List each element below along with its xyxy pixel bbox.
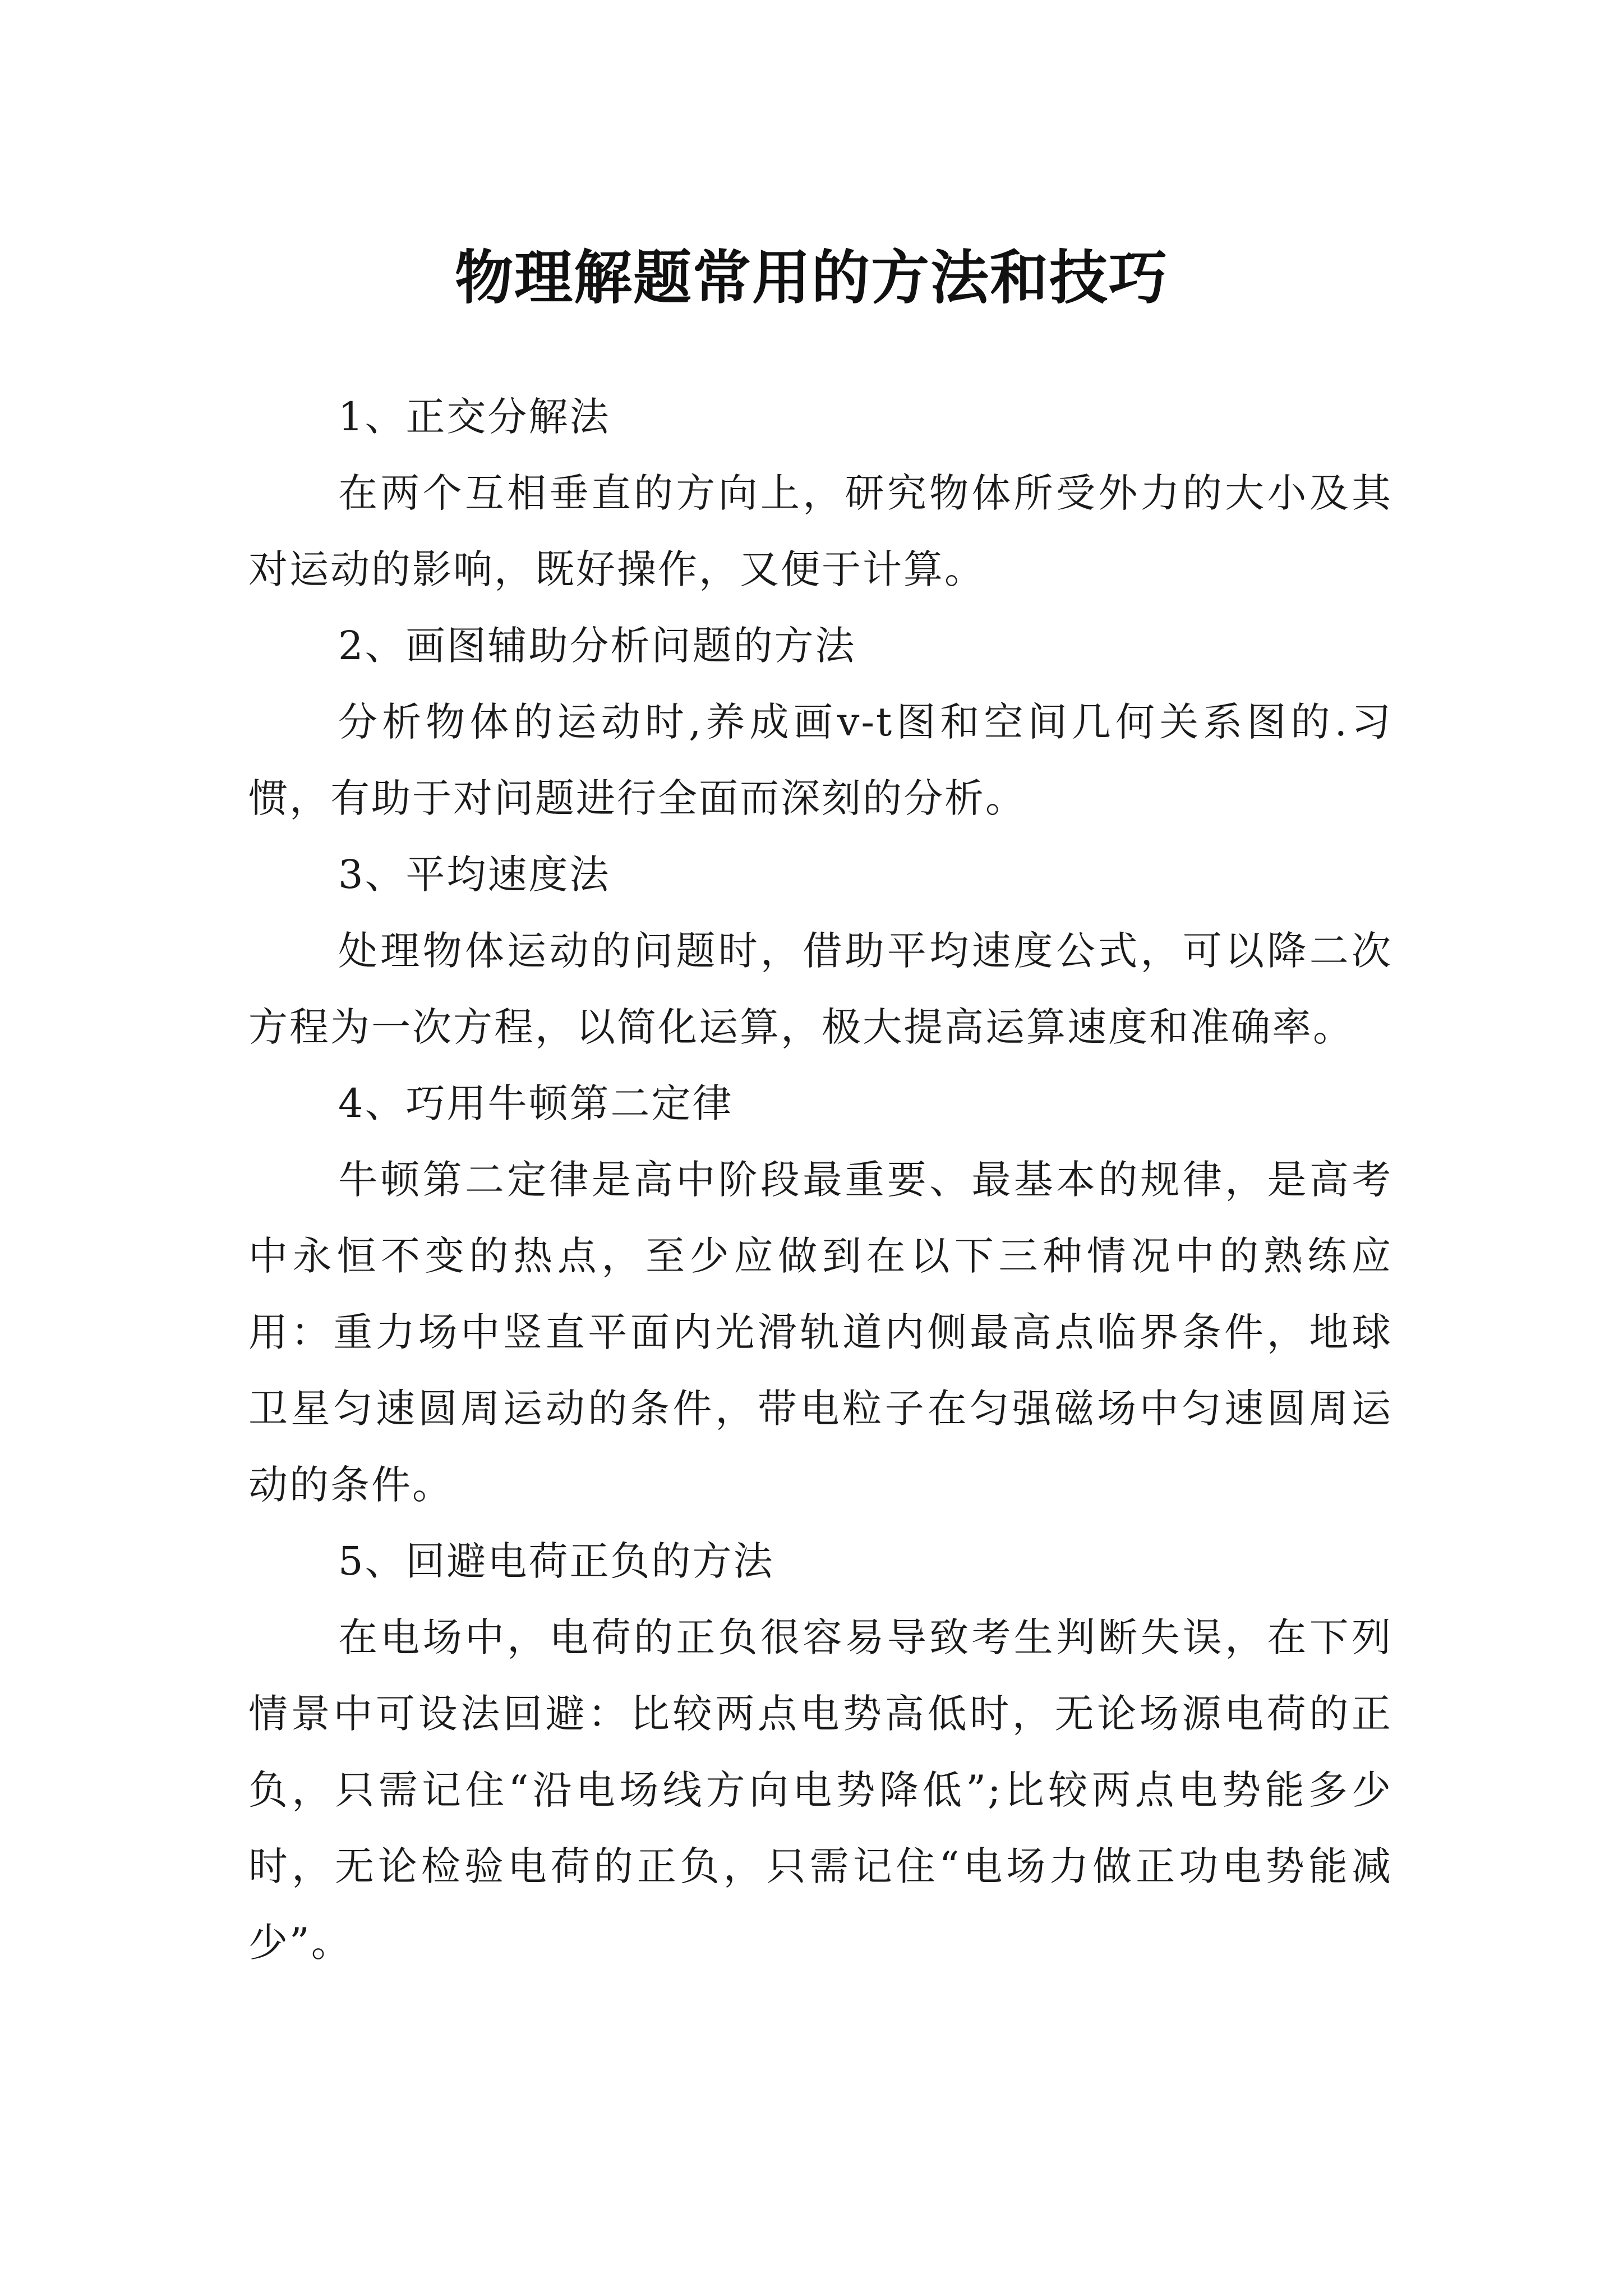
document-body bbox=[248, 379, 1393, 1981]
section-4-heading: 4、巧用牛顿第二定律 bbox=[338, 1080, 734, 1126]
section-1-body: 在两个互相垂直的方向上，研究物体所受外力的大小及其对运动的影响，既好操作，又便于计算。 bbox=[248, 470, 1393, 592]
section-1-heading: 1、正交分解法 bbox=[338, 394, 611, 440]
section-4-body: 牛顿第二定律是高中阶段最重要、最基本的规律，是高考中永恒不变的热点，至少应做到在以下三种情况中的熟练应用：重力场中竖直平面内光滑轨道内侧最高点临界条件，地球卫星匀速圆周运动的条件，带电粒子在匀强磁场中匀速圆周运动的条件。 bbox=[248, 1157, 1393, 1508]
section-3-heading: 3、平均速度法 bbox=[338, 852, 611, 898]
section-2-body: 分析物体的运动时,养成画v-t图和空间几何关系图的.习惯，有助于对问题进行全面而深刻的分析。 bbox=[248, 699, 1393, 821]
section-5-body: 在电场中，电荷的正负很容易导致考生判断失误，在下列情景中可设法回避：比较两点电势高低时，无论场源电荷的正负，只需记住“沿电场线方向电势降低”;比较两点电势能多少时，无论检验电荷的正负，只需记住“电场力做正功电势能减少”。 bbox=[248, 1614, 1393, 1966]
section-3-body: 处理物体运动的问题时，借助平均速度公式，可以降二次方程为一次方程，以简化运算，极大提高运算速度和准确率。 bbox=[248, 928, 1393, 1050]
section-2-heading: 2、画图辅助分析问题的方法 bbox=[338, 623, 856, 669]
document-title: 物理解题常用的方法和技巧 bbox=[454, 242, 1168, 312]
section-5-heading: 5、回避电荷正负的方法 bbox=[338, 1538, 774, 1584]
